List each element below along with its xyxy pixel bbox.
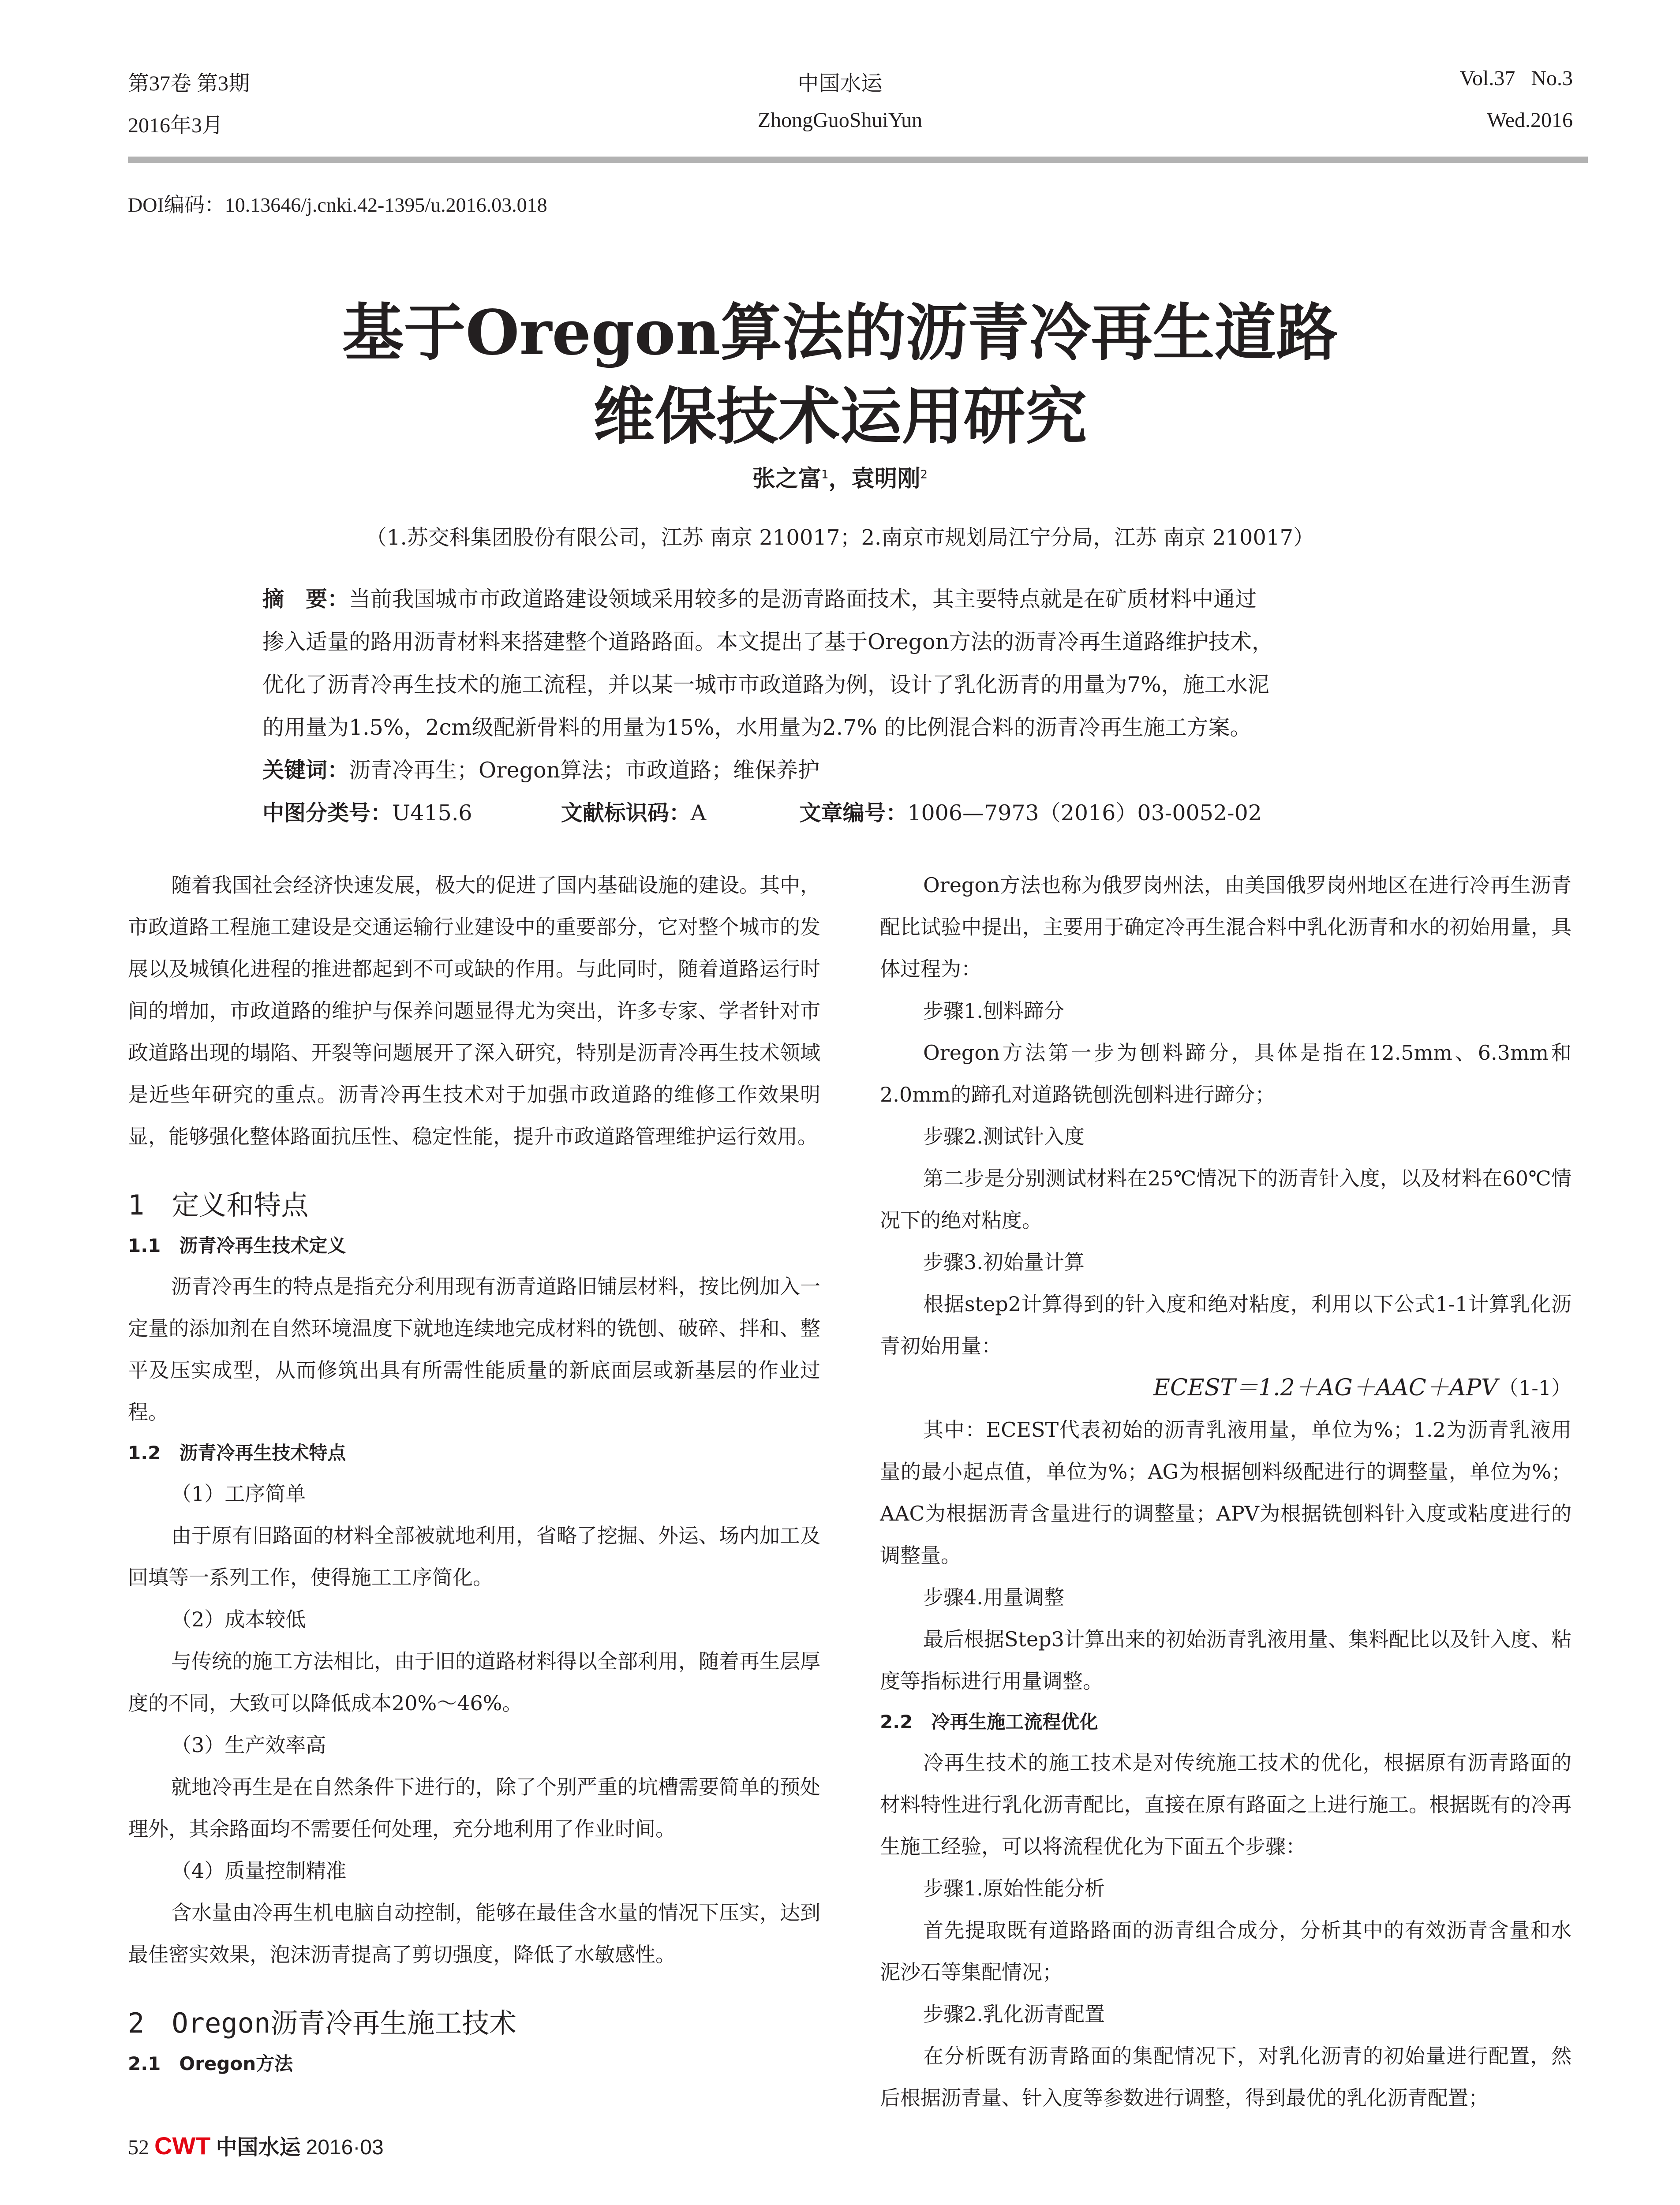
- feature-1-heading: （1）工序简单: [171, 1482, 306, 1506]
- formula-1-1: [880, 1367, 1571, 1409]
- step-4-heading: 步骤4.用量调整: [923, 1585, 1064, 1609]
- page-number: 52: [128, 2136, 149, 2159]
- feature-1-text: 由于原有旧路面的材料全部被就地利用，省略了挖掘、外运、场内加工及回填等一系列工作，使得施工工序简化。: [128, 1524, 820, 1589]
- abstract-line-2: 掺入适量的路用沥青材料来搭建整个道路路面。本文提出了基于Oregon方法的沥青冷再生道路维护技术，: [262, 629, 1274, 654]
- clc-number: U415.6: [392, 800, 472, 826]
- footer-issue: 2016·03: [306, 2136, 384, 2159]
- footer-journal: 中国水运: [216, 2135, 301, 2160]
- paragraph-1-1: 沥青冷再生的特点是指充分利用现有沥青道路旧铺层材料，按比例加入一定量的添加剂在自然环境温度下就地连续地完成材料的铣刨、破碎、拌和、整平及压实成型，从而修筑出具有所需性能质量的新底面层或新基层的作业过程。: [128, 1274, 820, 1424]
- doc-code: A: [690, 800, 707, 826]
- header-date-en: Wed.2016: [1487, 108, 1573, 132]
- title-line-1: 基于Oregon算法的沥青冷再生道路: [342, 297, 1338, 369]
- header-volume-issue: 第37卷 第3期: [128, 72, 250, 95]
- process-step-2-heading: 步骤2.乳化沥青配置: [923, 2002, 1105, 2026]
- process-step-1-heading: 步骤1.原始性能分析: [923, 1876, 1105, 1900]
- formula-explanation: 其中：ECEST代表初始的沥青乳液用量，单位为%；1.2为沥青乳液用量的最小起点值，单位为%；AG为根据刨料级配进行的调整量，单位为%；AAC为根据沥青含量进行的调整量；APV为根据铣刨料针入度或粘度进行的调整量。: [880, 1418, 1571, 1567]
- article-number-label: 文章编号：: [799, 800, 908, 826]
- classification: [262, 792, 1427, 834]
- author-separator: ，: [828, 466, 852, 492]
- article-number: 1006—7973（2016）03-0052-02: [907, 800, 1262, 826]
- keywords-label: 关键词：: [262, 758, 349, 783]
- header-date: 2016年3月: [128, 114, 224, 137]
- paragraph-2-2: 冷再生技术的施工技术是对传统施工技术的优化，根据原有沥青路面的材料特性进行乳化沥青配比，直接在原有路面之上进行施工。根据既有的冷再生施工经验，可以将流程优化为下面五个步骤：: [880, 1751, 1571, 1858]
- author-2-affil-mark: 2: [920, 468, 928, 482]
- step-2-heading: 步骤2.测试针入度: [923, 1125, 1085, 1148]
- section-1-heading: 1 定义和特点: [128, 1189, 309, 1221]
- subsection-2-1-heading: 2.1 Oregon方法: [128, 2053, 293, 2074]
- title-line-2: 维保技术运用研究: [593, 381, 1087, 453]
- formula-number: （1-1）: [1498, 1376, 1571, 1400]
- keywords: 沥青冷再生；Oregon算法；市政道路；维保养护: [349, 758, 820, 783]
- footer: [128, 2130, 384, 2160]
- abstract-label: 摘 要：: [262, 587, 349, 612]
- cwt-logo: CWT: [154, 2132, 211, 2160]
- right-column: [880, 864, 1571, 2119]
- author-2: 袁明刚: [851, 466, 920, 492]
- process-step-1-text: 首先提取既有道路路面的沥青组合成分，分析其中的有效沥青含量和水泥沙石等集配情况；: [880, 1918, 1571, 1984]
- process-step-2-text: 在分析既有沥青路面的集配情况下，对乳化沥青的初始量进行配置，然后根据沥青量、针入度等参数进行调整，得到最优的乳化沥青配置；: [880, 2044, 1571, 2110]
- header-rule: [128, 157, 1588, 163]
- subsection-2-2-heading: 2.2 冷再生施工流程优化: [880, 1711, 1098, 1733]
- feature-3-text: 就地冷再生是在自然条件下进行的，除了个别严重的坑槽需要简单的预处理外，其余路面均不需要任何处理，充分地利用了作业时间。: [128, 1775, 820, 1841]
- authors: [0, 460, 1680, 493]
- step-3-text: 根据step2计算得到的针入度和绝对粘度，利用以下公式1-1计算乳化沥青初始用量：: [880, 1292, 1571, 1358]
- abstract-line-1: 当前我国城市市政道路建设领域采用较多的是沥青路面技术，其主要特点就是在矿质材料中通过: [349, 587, 1257, 612]
- subsection-1-2-heading: 1.2 沥青冷再生技术特点: [128, 1442, 346, 1464]
- step-1-heading: 步骤1.刨料蹄分: [923, 999, 1064, 1023]
- step-3-heading: 步骤3.初始量计算: [923, 1250, 1085, 1274]
- author-1: 张之富: [752, 466, 821, 492]
- abstract-line-3: 优化了沥青冷再生技术的施工流程，并以某一城市市政道路为例，设计了乳化沥青的用量为7%，施工水泥: [262, 672, 1269, 697]
- clc-label: 中图分类号：: [262, 800, 393, 826]
- formula-expression: ECEST＝1.2＋AG＋AAC＋APV: [1153, 1375, 1498, 1401]
- header-journal-name: 中国水运: [797, 72, 883, 95]
- left-column: [128, 864, 820, 2084]
- feature-4-heading: （4）质量控制精准: [171, 1859, 347, 1883]
- feature-2-text: 与传统的施工方法相比，由于旧的道路材料得以全部利用，随着再生层厚度的不同，大致可以降低成本20%～46%。: [128, 1649, 820, 1715]
- feature-4-text: 含水量由冷再生机电脑自动控制，能够在最佳含水量的情况下压实，达到最佳密实效果，泡沫沥青提高了剪切强度，降低了水敏感性。: [128, 1901, 820, 1966]
- oregon-intro: Oregon方法也称为俄罗岗州法，由美国俄罗岗州地区在进行冷再生沥青配比试验中提出，主要用于确定冷再生混合料中乳化沥青和水的初始用量，具体过程为：: [880, 873, 1571, 981]
- step-2-text: 第二步是分别测试材料在25℃情况下的沥青针入度，以及材料在60℃情况下的绝对粘度。: [880, 1166, 1571, 1232]
- abstract: [262, 578, 1427, 792]
- author-1-affil-mark: 1: [821, 468, 829, 482]
- section-2-heading: 2 Oregon沥青冷再生施工技术: [128, 2007, 517, 2039]
- abstract-line-4: 的用量为1.5%，2cm级配新骨料的用量为15%，水用量为2.7% 的比例混合料的沥青冷再生施工方案。: [262, 715, 1252, 740]
- header-volume-issue-en: Vol.37 No.3: [1459, 67, 1573, 90]
- intro-paragraph: 随着我国社会经济快速发展，极大的促进了国内基础设施的建设。其中，市政道路工程施工建设是交通运输行业建设中的重要部分，它对整个城市的发展以及城镇化进程的推进都起到不可或缺的作用。与此同时，随着道路运行时间的增加，市政道路的维护与保养问题显得尤为突出，许多专家、学者针对市政道路出现的塌陷、开裂等问题展开了深入研究，特别是沥青冷再生技术领域是近些年研究的重点。沥青冷再生技术对于加强市政道路的维修工作效果明显，能够强化整体路面抗压性、稳定性能，提升市政道路管理维护运行效用。: [128, 873, 820, 1148]
- feature-2-heading: （2）成本较低: [171, 1607, 306, 1631]
- affiliations: （1.苏交科集团股份有限公司，江苏 南京 210017；2.南京市规划局江宁分局，江苏 南京 210017）: [365, 525, 1315, 550]
- step-1-text: Oregon方法第一步为刨料蹄分，具体是指在12.5mm、6.3mm和2.0mm的蹄孔对道路铣刨洗刨料进行蹄分；: [880, 1041, 1571, 1106]
- subsection-1-1-heading: 1.1 沥青冷再生技术定义: [128, 1235, 346, 1256]
- header-journal-pinyin: ZhongGuoShuiYun: [757, 108, 923, 132]
- doc-code-label: 文献标识码：: [561, 800, 691, 826]
- step-4-text: 最后根据Step3计算出来的初始沥青乳液用量、集料配比以及针入度、粘度等指标进行用量调整。: [880, 1627, 1571, 1693]
- doi: DOI编码：10.13646/j.cnki.42-1395/u.2016.03.018: [128, 194, 547, 216]
- feature-3-heading: （3）生产效率高: [171, 1733, 326, 1757]
